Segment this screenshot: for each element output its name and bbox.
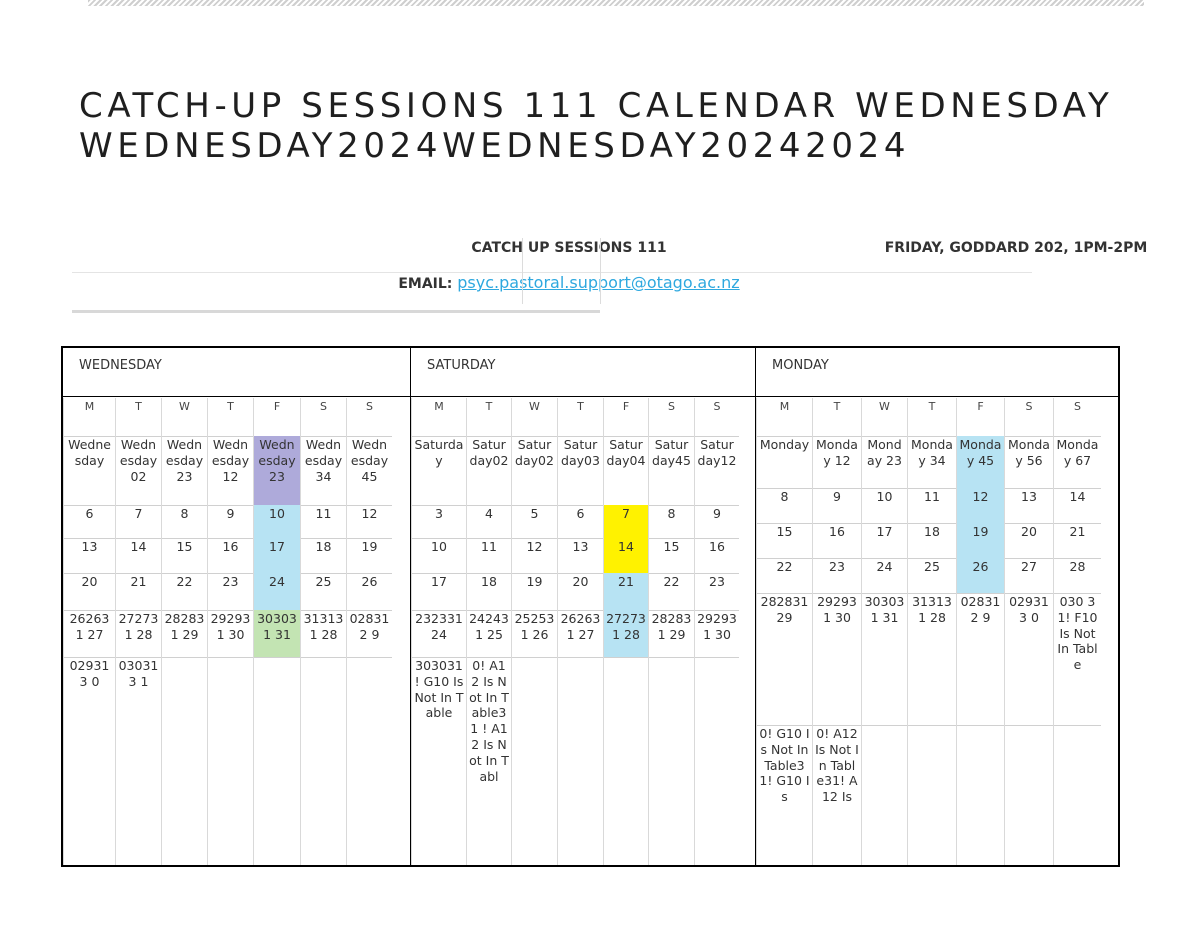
- divider: [600, 238, 601, 304]
- day-cell: 282831 29: [164, 611, 205, 642]
- day-column: [161, 398, 207, 865]
- day-cell: 303031 31: [254, 610, 300, 657]
- day-cell: Wednesday: [68, 437, 111, 468]
- day-cell: Monday 67: [1056, 437, 1099, 468]
- weekday-header: S: [320, 400, 327, 413]
- day-cell: 9: [713, 506, 721, 521]
- day-cell: 242431 25: [469, 611, 509, 642]
- day-cell: 292931 30: [697, 611, 737, 642]
- day-cell: 0! G10 Is Not In Table31! G10 Is: [759, 726, 810, 805]
- weekday-header: W: [179, 400, 190, 413]
- day-cell: Saturday02: [515, 437, 554, 468]
- day-column: [861, 398, 907, 865]
- weekday-header: T: [833, 400, 841, 413]
- day-column: [300, 398, 346, 865]
- session-time-location: FRIDAY, GODDARD 202, 1PM-2PM: [884, 240, 1148, 256]
- day-cell: Monday 45: [957, 436, 1004, 488]
- day-cell: [649, 657, 694, 865]
- weekday-header: S: [366, 400, 373, 413]
- weekday-header: M: [434, 400, 444, 413]
- day-column: [603, 398, 648, 865]
- day-cell: [695, 657, 739, 865]
- day-cell: 292931 30: [210, 611, 251, 642]
- day-cell: Wednesday45: [350, 437, 389, 484]
- day-cell: 12: [957, 488, 1004, 523]
- day-cell: 8: [780, 489, 789, 504]
- day-cell: 11: [315, 506, 332, 521]
- day-cell: 14: [130, 539, 147, 554]
- day-cell: 27: [1021, 559, 1037, 574]
- day-cell: 6: [576, 506, 585, 521]
- day-cell: 24: [254, 573, 300, 610]
- day-cell: 20: [1021, 524, 1037, 539]
- day-cell: [1005, 725, 1053, 865]
- day-cell: 14: [1069, 489, 1086, 504]
- day-cell: 23: [222, 574, 239, 589]
- day-cell: [862, 725, 907, 865]
- weekday-header: F: [977, 400, 984, 413]
- day-cell: 303031 ! G10 Is Not In Table: [414, 658, 464, 721]
- day-column: [812, 398, 861, 865]
- day-column: [907, 398, 956, 865]
- day-cell: 21: [604, 573, 648, 610]
- weekday-header: T: [227, 400, 234, 413]
- weekday-header: T: [928, 400, 936, 413]
- day-cell: Wednesday12: [211, 437, 250, 484]
- weekday-header: W: [529, 400, 540, 413]
- day-cell: 0! A12 Is Not In Table31 ! A12 Is Not In Tabl: [469, 658, 509, 784]
- day-cell: 10: [431, 539, 447, 554]
- day-cell: 030 31! F10 Is Not In Table: [1057, 594, 1098, 673]
- day-cell: 12: [361, 506, 378, 521]
- day-cell: 25: [924, 559, 940, 574]
- weekday-header: T: [577, 400, 584, 413]
- day-column: [1004, 398, 1053, 865]
- weekday-header: S: [668, 400, 675, 413]
- day-cell: [208, 657, 253, 706]
- day-cell: 15: [176, 539, 193, 554]
- day-cell: 19: [361, 539, 378, 554]
- day-cell: 232331 24: [415, 611, 463, 642]
- weekday-header: T: [135, 400, 142, 413]
- day-cell: Monday: [759, 437, 810, 452]
- day-cell: 262631 27: [560, 611, 601, 642]
- day-cell: Saturday04: [606, 437, 646, 468]
- weekday-header: M: [779, 400, 790, 413]
- day-cell: Wednesday02: [119, 437, 158, 484]
- weekday-header: W: [879, 400, 890, 413]
- day-cell: 4: [485, 506, 493, 521]
- month-block: [63, 348, 410, 865]
- day-cell: 20: [572, 574, 589, 589]
- day-cell: 282831 29: [760, 594, 809, 625]
- day-cell: [558, 657, 603, 865]
- day-cell: [301, 657, 346, 706]
- day-cell: 16: [709, 539, 725, 554]
- weekday-header: S: [713, 400, 721, 413]
- day-cell: Saturday03: [561, 437, 600, 468]
- month-block: [410, 348, 756, 865]
- day-cell: Saturday02: [469, 437, 509, 468]
- day-cell: 21: [1069, 524, 1086, 539]
- day-cell: 8: [667, 506, 676, 521]
- weekday-header: F: [273, 400, 281, 413]
- page-title: CATCH-UP SESSIONS 111 CALENDAR WEDNESDAYWEDNESDAY2024WEDNESDAY20242024: [79, 86, 1114, 166]
- day-cell: Monday 12: [816, 437, 858, 468]
- day-cell: 11: [924, 489, 940, 504]
- day-column: [511, 398, 557, 865]
- day-column: [115, 398, 161, 865]
- day-cell: 17: [876, 524, 893, 539]
- day-cell: 0! A12 Is Not In Table31! A12 Is: [815, 726, 859, 805]
- day-cell: 5: [530, 506, 539, 521]
- day-cell: Wednesday23: [165, 437, 204, 484]
- day-cell: [908, 725, 956, 865]
- day-column: [694, 398, 739, 865]
- day-cell: 18: [315, 539, 332, 554]
- day-cell: 25: [315, 574, 332, 589]
- day-cell: 11: [481, 539, 497, 554]
- day-cell: 303031 31: [864, 594, 905, 625]
- month-name: MONDAY: [772, 358, 829, 373]
- day-cell: [162, 657, 207, 706]
- divider: [756, 396, 1119, 397]
- day-cell: 15: [663, 539, 680, 554]
- day-cell: 8: [180, 506, 189, 521]
- day-cell: 22: [176, 574, 193, 589]
- day-cell: 272731 28: [604, 610, 648, 657]
- day-cell: 7: [134, 506, 143, 521]
- info-row: [72, 272, 1032, 304]
- day-cell: 13: [81, 539, 98, 554]
- day-cell: 272731 28: [118, 611, 159, 642]
- session-name: CATCH UP SESSIONS 111: [471, 240, 667, 256]
- day-cell: 10: [876, 489, 893, 504]
- day-column: [466, 398, 511, 865]
- day-column: [1053, 398, 1101, 865]
- day-cell: 17: [431, 574, 447, 589]
- day-cell: Monday 34: [911, 437, 953, 468]
- day-cell: 9: [226, 506, 235, 521]
- day-cell: 9: [833, 489, 841, 504]
- day-cell: 22: [776, 559, 793, 574]
- day-cell: 16: [222, 539, 239, 554]
- weekday-header: T: [485, 400, 493, 413]
- day-cell: 3: [435, 506, 443, 521]
- day-cell: 14: [604, 538, 648, 573]
- day-cell: 6: [85, 506, 94, 521]
- divider: [72, 310, 600, 313]
- weekday-header: M: [84, 400, 95, 413]
- day-cell: 029313 0: [69, 658, 110, 689]
- day-cell: 028312 9: [960, 594, 1001, 625]
- day-cell: [512, 657, 557, 865]
- day-cell: 18: [481, 574, 497, 589]
- weekday-header: S: [1025, 400, 1033, 413]
- day-cell: 23: [829, 559, 845, 574]
- day-cell: 18: [924, 524, 940, 539]
- day-cell: Saturday: [414, 437, 464, 468]
- day-column: [411, 398, 466, 865]
- weekday-header: F: [622, 400, 630, 413]
- day-cell: 28: [1069, 559, 1086, 574]
- day-cell: 19: [957, 523, 1004, 558]
- day-column: [956, 398, 1004, 865]
- day-cell: 10: [254, 505, 300, 538]
- day-cell: 16: [829, 524, 845, 539]
- weekday-header: S: [1074, 400, 1081, 413]
- day-column: [207, 398, 253, 865]
- day-cell: Monday 23: [867, 437, 902, 468]
- day-cell: 292931 30: [817, 594, 857, 625]
- day-cell: Saturday12: [697, 437, 737, 468]
- day-cell: 13: [572, 539, 589, 554]
- month-name: SATURDAY: [427, 358, 496, 373]
- day-cell: Wednesday34: [304, 437, 343, 484]
- month-block: [755, 348, 1119, 865]
- day-cell: Saturday45: [652, 437, 691, 468]
- day-cell: 028312 9: [349, 611, 390, 642]
- day-column: [253, 398, 300, 865]
- day-cell: 24: [876, 559, 893, 574]
- day-cell: 20: [81, 574, 98, 589]
- day-cell: 26: [361, 574, 378, 589]
- divider: [411, 396, 756, 397]
- day-column: [756, 398, 812, 865]
- day-cell: 252531 26: [514, 611, 555, 642]
- day-cell: 22: [663, 574, 680, 589]
- day-column: [648, 398, 694, 865]
- month-name: WEDNESDAY: [79, 358, 162, 373]
- day-cell: [604, 657, 648, 865]
- day-cell: [347, 657, 392, 706]
- calendar: [61, 346, 1120, 867]
- day-column: [346, 398, 392, 865]
- email-link[interactable]: psyc.pastoral.support@otago.ac.nz: [457, 273, 740, 292]
- day-cell: 262631 27: [69, 611, 110, 642]
- day-column: [557, 398, 603, 865]
- day-cell: 12: [526, 539, 543, 554]
- day-cell: [957, 725, 1004, 865]
- day-cell: 030313 1: [118, 658, 159, 689]
- day-column: [63, 398, 115, 865]
- divider: [63, 396, 410, 397]
- info-table: [72, 238, 1148, 318]
- email-label: EMAIL:: [398, 276, 453, 292]
- top-rule: [88, 0, 1144, 6]
- day-cell: 26: [957, 558, 1004, 593]
- day-cell: 282831 29: [651, 611, 692, 642]
- day-cell: [1054, 725, 1101, 865]
- day-cell: 7: [604, 505, 648, 538]
- day-cell: 23: [709, 574, 725, 589]
- day-cell: Wednesday23: [254, 436, 300, 505]
- day-cell: 13: [1021, 489, 1037, 504]
- info-row: [72, 238, 1148, 273]
- day-cell: Monday 56: [1008, 437, 1050, 468]
- day-cell: 17: [254, 538, 300, 573]
- email-row: [89, 275, 1049, 293]
- day-cell: 029313 0: [1009, 594, 1049, 625]
- day-cell: 21: [130, 574, 147, 589]
- day-cell: 313131 28: [303, 611, 344, 642]
- day-cell: 313131 28: [912, 594, 952, 625]
- divider: [522, 238, 523, 304]
- day-cell: 19: [526, 574, 543, 589]
- day-cell: [254, 657, 300, 706]
- day-cell: 15: [776, 524, 793, 539]
